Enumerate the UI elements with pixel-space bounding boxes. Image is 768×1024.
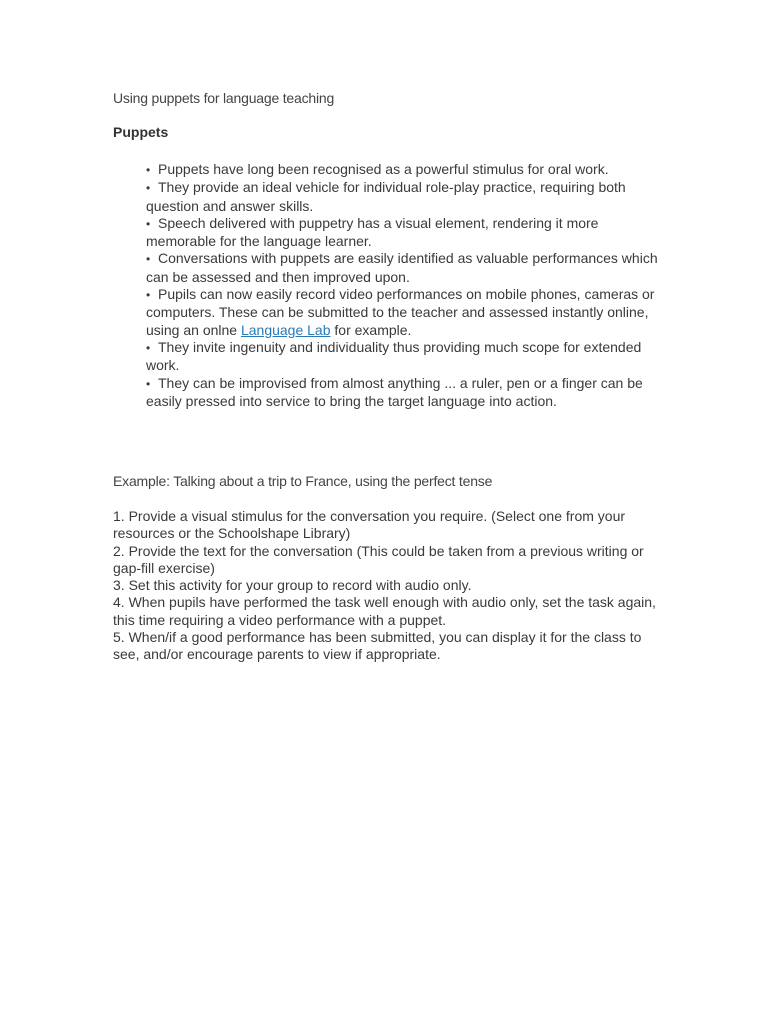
bullet-icon: • [146, 252, 151, 267]
bullet-item [146, 179, 666, 215]
bullet-icon: • [146, 340, 151, 355]
bullet-icon: • [146, 163, 151, 177]
step-item: 5. When/if a good performance has been submitted, you can display it for the class to see, and/or encourage parents to view if appropriate. [113, 629, 642, 663]
step-item: 3. Set this activity for your group to record with audio only. [113, 577, 472, 594]
bullet-icon: • [146, 288, 151, 303]
bullet-text: Conversations with puppets are easily identified as valuable performances which can be assessed and then improved upon. [146, 250, 658, 285]
bullet-text-after: for example. [330, 321, 412, 338]
bullet-item [146, 250, 666, 286]
document-title: Using puppets for language teaching [113, 90, 335, 106]
steps-list [113, 508, 663, 664]
bullet-text: Speech delivered with puppetry has a visual element, rendering it more memorable for the language learner. [146, 214, 599, 250]
bullet-icon: • [146, 216, 151, 231]
bullet-item [146, 339, 666, 375]
bullet-item [146, 286, 666, 339]
step-item: 2. Provide the text for the conversation (This could be taken from a previous writing or gap-fill exercise) [113, 542, 644, 576]
bullet-text: They can be improvised from almost anything ... a ruler, pen or a finger can be easily pressed into service to bring the target language into action. [146, 374, 643, 409]
example-title: Example: Talking about a trip to France, using the perfect tense [113, 473, 493, 489]
bullet-item [146, 161, 666, 179]
bullet-item [146, 215, 666, 251]
bullet-item [146, 375, 666, 411]
step-item: 1. Provide a visual stimulus for the conversation you require. (Select one from your resources or the Schoolshape Library) [113, 508, 626, 542]
bullet-icon: • [146, 376, 151, 391]
bullet-list [146, 161, 666, 410]
step-item: 4. When pupils have performed the task well enough with audio only, set the task again, this time requiring a video performance with a puppet. [113, 594, 656, 628]
bullet-icon: • [146, 181, 151, 196]
bullet-text: Pupils can now easily record video performances on mobile phones, cameras or computers. These can be submitted to the teacher and assessed instantly online, using an onlne [146, 286, 655, 338]
bullet-text: Puppets have long been recognised as a powerful stimulus for oral work. [158, 161, 609, 177]
language-lab-link[interactable]: Language Lab [240, 321, 331, 338]
section-heading: Puppets [113, 124, 169, 140]
bullet-text: They invite ingenuity and individuality thus providing much scope for extended work. [146, 338, 642, 374]
bullet-text: They provide an ideal vehicle for individual role-play practice, requiring both question and answer skills. [146, 179, 626, 214]
